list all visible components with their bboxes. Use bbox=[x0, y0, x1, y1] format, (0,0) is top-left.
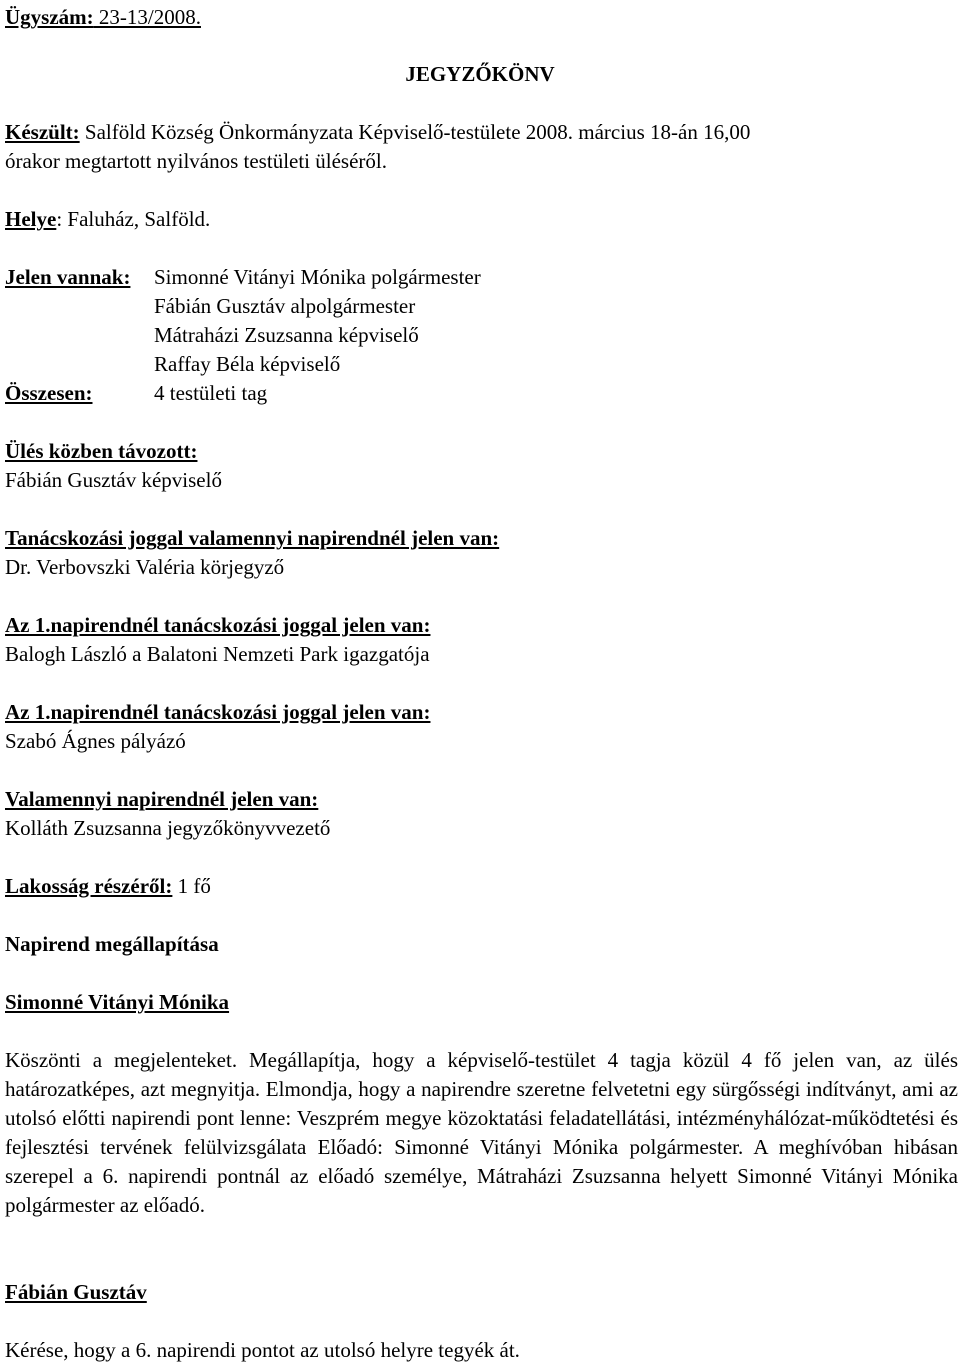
left-label: Ülés közben távozott: bbox=[5, 439, 198, 463]
item1a-value: Balogh László a Balatoni Nemzeti Park igazgatója bbox=[5, 642, 430, 666]
made-label: Készült: bbox=[5, 120, 80, 144]
left-value: Fábián Gusztáv képviselő bbox=[5, 468, 222, 492]
made-line-1 bbox=[5, 118, 750, 147]
place-value: : Faluház, Salföld. bbox=[56, 207, 211, 231]
speaker-2: Fábián Gusztáv bbox=[5, 1280, 147, 1304]
made-text-1: Salföld Község Önkormányzata Képviselő-testülete 2008. március 18-án 16,00 bbox=[79, 120, 751, 144]
all-items-value: Kolláth Zsuzsanna jegyzőkönyvvezető bbox=[5, 816, 331, 840]
total-label: Összesen: bbox=[5, 381, 93, 405]
case-number bbox=[5, 3, 201, 32]
item1b-label: Az 1.napirendnél tanácskozási joggal jelen van: bbox=[5, 700, 431, 724]
document-title: JEGYZŐKÖNV bbox=[405, 62, 555, 86]
place-label: Helye bbox=[5, 207, 57, 231]
agenda-heading: Napirend megállapítása bbox=[5, 932, 219, 956]
public-line bbox=[5, 872, 211, 901]
present-member: Raffay Béla képviselő bbox=[154, 352, 341, 376]
total-value: 4 testületi tag bbox=[154, 381, 268, 405]
public-label: Lakosság részéről: bbox=[5, 874, 173, 898]
present-member: Mátraházi Zsuzsanna képviselő bbox=[154, 323, 419, 347]
advisory-value: Dr. Verbovszki Valéria körjegyző bbox=[5, 555, 285, 579]
speech-2: Kérése, hogy a 6. napirendi pontot az utolsó helyre tegyék át. bbox=[5, 1338, 520, 1362]
public-value: 1 fő bbox=[172, 874, 211, 898]
speaker-1: Simonné Vitányi Mónika bbox=[5, 990, 230, 1014]
case-number-value: 23-13/2008. bbox=[93, 5, 201, 29]
present-member: Simonné Vitányi Mónika polgármester bbox=[154, 265, 481, 289]
present-label: Jelen vannak: bbox=[5, 265, 131, 289]
advisory-label: Tanácskozási joggal valamennyi napirendnél jelen van: bbox=[5, 526, 500, 550]
item1a-label: Az 1.napirendnél tanácskozási joggal jelen van: bbox=[5, 613, 431, 637]
present-member: Fábián Gusztáv alpolgármester bbox=[154, 294, 416, 318]
all-items-label: Valamennyi napirendnél jelen van: bbox=[5, 787, 319, 811]
item1b-value: Szabó Ágnes pályázó bbox=[5, 729, 186, 753]
speech-1: Köszönti a megjelenteket. Megállapítja, hogy a képviselő-testület 4 tagja közül 4 fő jelen van, az ülés határozatképes, azt megnyitja. Elmondja, hogy a napirendre szeretne felvetetni egy sürgősségi indítványt, ami az utolsó előtti napirendi pont lenne: Veszprém megye közoktatási feladatellátási, intézményhálózat-működtetési és fejlesztési tervének felülvizsgálata Előadó: Simonné Vitányi Mónika polgármester. A meghívóban hibásan szerepel a 6. napirendi pontnál az előadó személye, Mátraházi Zsuzsanna helyett Simonné Vitányi Mónika polgármester az előadó. bbox=[5, 1048, 958, 1217]
made-line-2: órakor megtartott nyilvános testületi üléséről. bbox=[5, 149, 387, 173]
case-number-label: Ügyszám: bbox=[5, 5, 94, 29]
place-line bbox=[5, 205, 210, 234]
